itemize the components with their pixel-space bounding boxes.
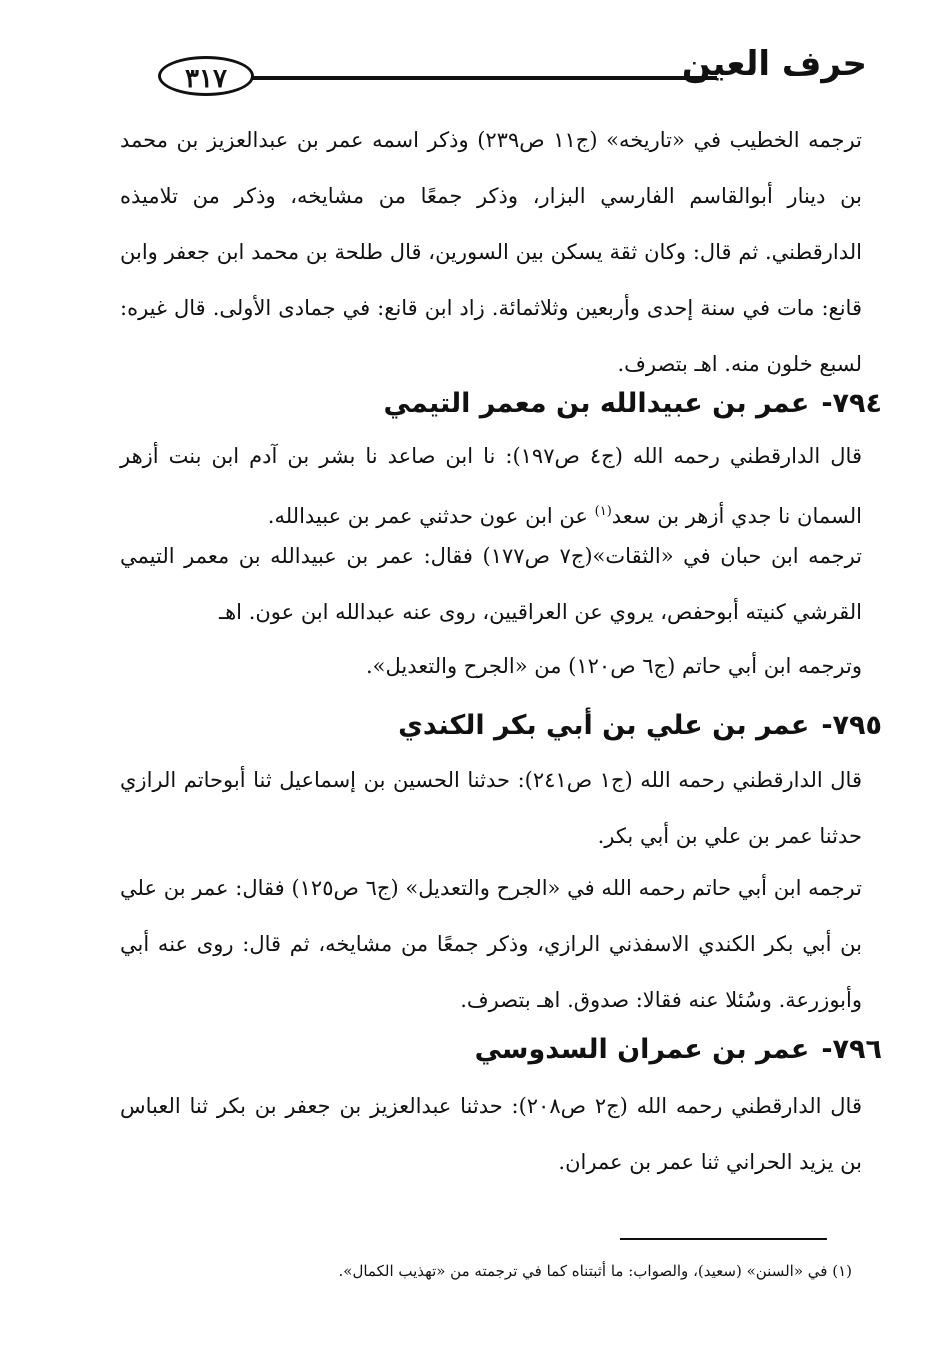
- entry-number: ٧٩٤-: [821, 388, 882, 419]
- quote-text-continued: عن ابن عون حدثني عمر بن عبيدالله.: [267, 504, 588, 528]
- entry-heading-794: [384, 384, 882, 424]
- entry-heading-796: [475, 1030, 882, 1070]
- footnote: (١) في «السنن» (سعيد)، والصواب: ما أثبتناه كما في ترجمته من «تهذيب الكمال».: [338, 1262, 852, 1280]
- entry-number: ٧٩٦-: [821, 1034, 882, 1065]
- page-header: [150, 40, 867, 100]
- chapter-title: حرف العين: [681, 44, 867, 84]
- page-number: ٣١٧: [158, 56, 254, 96]
- entry-number: ٧٩٥-: [821, 710, 882, 741]
- footnote-marker[interactable]: (١): [594, 504, 612, 519]
- quote-text: قال الدارقطني رحمه الله (ج٤ ص١٩٧): نا ابن صاعد نا بشر بن آدم ابن بنت أزهر السمان نا جدي أزهر بن سعد: [120, 444, 862, 528]
- entry-name: عمر بن عبيدالله بن معمر التيمي: [383, 388, 810, 419]
- entry-heading-795: [398, 706, 882, 746]
- intro-paragraph: ترجمه الخطيب في «تاريخه» (ج١١ ص٢٣٩) وذكر اسمه عمر بن عبدالعزيز بن محمد بن دينار أبوالقاسم الفارسي البزار، وذكر جمعًا من مشايخه، وذكر من تلاميذه الدارقطني. ثم قال: وكان ثقة يسكن بين السورين، قال طلحة بن محمد ابن جعفر وابن قانع: مات في سنة إحدى وأربعين وثلاثمائة. زاد ابن قانع: في جمادى الأولى. قال غيره: لسبع خلون منه. اهـ بتصرف.: [120, 128, 862, 376]
- entry-794-quote: [120, 428, 862, 544]
- entry-794-ref: وترجمه ابن أبي حاتم (ج٦ ص١٢٠) من «الجرح والتعديل».: [365, 654, 862, 678]
- entry-794-bio: ترجمه ابن حبان في «الثقات»(ج٧ ص١٧٧) فقال: عمر بن عبيدالله بن معمر التيمي القرشي كنيته أبوحفص، يروي عن العراقيين، روى عنه عبدالله ابن عون. اهـ: [120, 544, 862, 624]
- header-rule: [250, 76, 717, 80]
- entry-796-quote: قال الدارقطني رحمه الله (ج٢ ص٢٠٨): حدثنا عبدالعزيز بن جعفر بن بكر ثنا العباس بن يزيد الحراني ثنا عمر بن عمران.: [120, 1094, 862, 1174]
- entry-795-bio: ترجمه ابن أبي حاتم رحمه الله في «الجرح والتعديل» (ج٦ ص١٢٥) فقال: عمر بن علي بن أبي بكر الكندي الاسفذني الرازي، وذكر جمعًا من مشايخه، ثم قال: روى عنه أبي وأبوزرعة. وسُئلا عنه فقالا: صدوق. اهـ بتصرف.: [120, 876, 862, 1012]
- footnote-separator: [620, 1238, 827, 1240]
- entry-name: عمر بن علي بن أبي بكر الكندي: [398, 710, 810, 741]
- entry-795-quote: قال الدارقطني رحمه الله (ج١ ص٢٤١): حدثنا الحسين بن إسماعيل ثنا أبوحاتم الرازي حدثنا عمر بن علي بن أبي بكر.: [120, 768, 862, 848]
- entry-name: عمر بن عمران السدوسي: [474, 1034, 810, 1065]
